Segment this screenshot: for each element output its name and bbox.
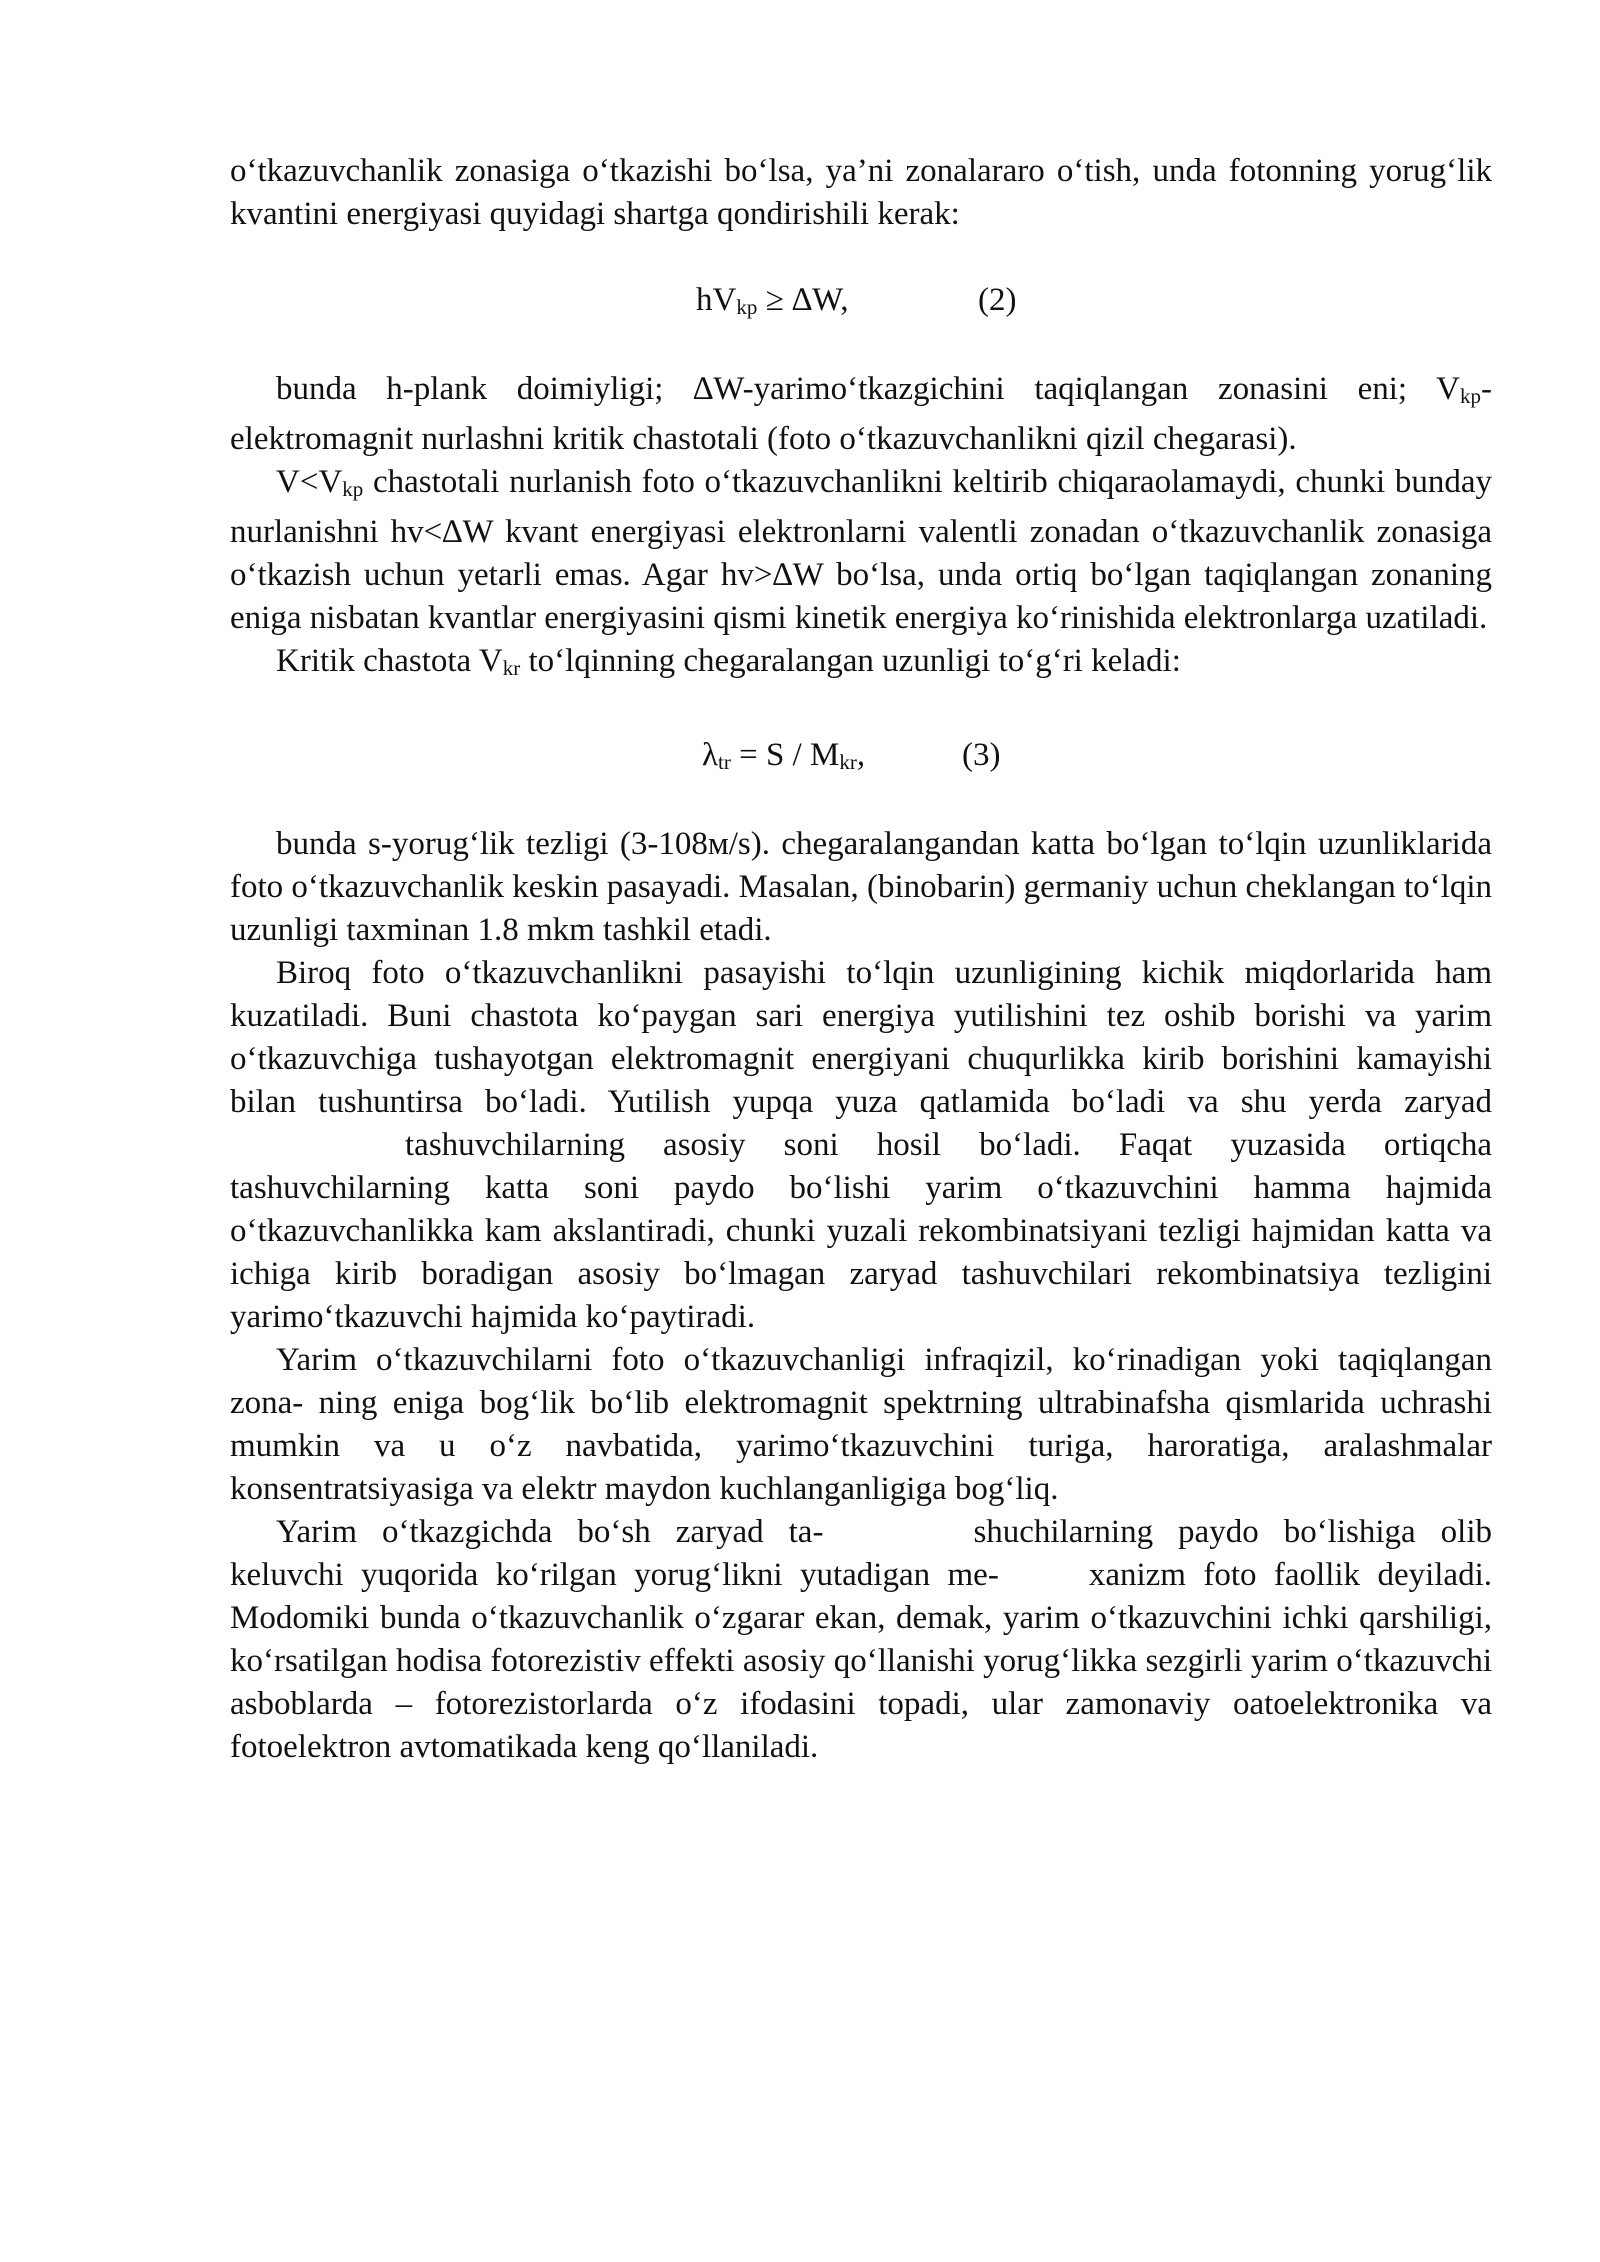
- paragraph-7: Yarim o‘tkazuvchilarni foto o‘tkazuvchanligi infraqizil, ko‘rinadigan yoki taqiqlangan zona- ning eniga bog‘lik bo‘lib elektromagnit spektrning ultrabinafsha qismlarida uchrashi mumkin va u o‘z navbatida, yarimo‘tkazuvchini turiga, haroratiga, aralashmalar konsentratsiyasiga va elektr maydon kuchlanganligiga bog‘liq.: [230, 1342, 1492, 1507]
- paragraph-2: bunda h-plank doimiyligi; ∆W-yarimo‘tkazgichini taqiqlangan zonasini eni; Vkp-elektromagnit nurlashni kritik chastotali (foto o‘tkazuvchanlikni qizil chegarasi).: [230, 371, 1492, 457]
- paragraph-8: Yarim o‘tkazgichda bo‘sh zaryad ta- shuchilarning paydo bo‘lishiga olib keluvchi yuqorida ko‘rilgan yorug‘likni yutadigan me- xanizm foto faollik deyiladi. Modomiki bunda o‘tkazuvchanlik o‘zgarar ekan, demak, yarim o‘tkazuvchini ichki qarshiligi, ko‘rsatilgan hodisa fotorezistiv effekti asosiy qo‘llanishi yorug‘likka sezgirli yarim o‘tkazuvchi asboblarda – fotorezistorlarda o‘z ifodasini topadi, ular zamonaviy oatoelektronika va fotoelektron avtomatikada keng qo‘llaniladi.: [230, 1514, 1492, 1765]
- equation-2-formula: hVkp ≥ ∆W,: [696, 282, 849, 319]
- paragraph-5: bunda s-yorug‘lik tezligi (3-108м/s). chegaralangandan katta bo‘lgan to‘lqin uzunliklarida foto o‘tkazuvchanlik keskin pasayadi. Masalan, (binobarin) germaniy uchun cheklangan to‘lqin uzunligi taxminan 1.8 mkm tashkil etadi.: [230, 826, 1492, 948]
- equation-3: [230, 734, 1492, 777]
- paragraph-1-text: o‘tkazuvchanlik zonasiga o‘tkazishi bo‘lsa, ya’ni zonalararo o‘tish, unda fotonning yorug‘lik kvantini energiyasi quyidagi shartga qondirishili kerak:: [230, 153, 1492, 232]
- equation-3-formula: λtr = S / Mkr,: [702, 737, 866, 774]
- equation-2: [230, 279, 1492, 322]
- paragraph-6: Biroq foto o‘tkazuvchanlikni pasayishi to‘lqin uzunligining kichik miqdorlarida ham kuzatiladi. Buni chastota ko‘paygan sari energiya yutilishini tez oshib borishi va yarim o‘tkazuvchiga tushayotgan elektromagnit energiyani chuqurlikka kirib borishini kamayishi bilan tushuntirsa bo‘ladi. Yutilish yupqa yuza qatlamida bo‘ladi va shu yerda zaryadtashuvchilarning asosiy soni hosil bo‘ladi. Faqat yuzasida ortiqcha tashuvchilarning katta soni paydo bo‘lishi yarim o‘tkazuvchini hamma hajmida o‘tkazuvchanlikka kam akslantiradi, chunki yuzali rekombinatsiyani tezligi hajmidan katta va ichiga kirib boradigan asosiy bo‘lmagan zaryad tashuvchilari rekombinatsiya tezligini yarimo‘tkazuvchi hajmida ko‘paytiradi.: [230, 955, 1492, 1335]
- equation-2-number: (2): [978, 282, 1017, 318]
- document-page: [230, 150, 1492, 1769]
- paragraph-3: V<Vkp chastotali nurlanish foto o‘tkazuvchanlikni keltirib chiqaraolamaydi, chunki bunday nurlanishni hv<∆W kvant energiyasi elektronlarni valentli zonadan o‘tkazuvchanlik zonasiga o‘tkazish uchun yetarli emas. Agar hv>∆W bo‘lsa, unda ortiq bo‘lgan taqiqlangan zonaning eniga nisbatan kvantlar energiyasini qismi kinetik energiya ko‘rinishida elektronlarga uzatiladi.: [230, 464, 1492, 636]
- equation-3-number: (3): [962, 737, 1001, 773]
- paragraph-1: [230, 150, 1492, 236]
- paragraph-4: Kritik chastota Vkr to‘lqinning chegaralangan uzunligi to‘g‘ri keladi:: [276, 643, 1181, 680]
